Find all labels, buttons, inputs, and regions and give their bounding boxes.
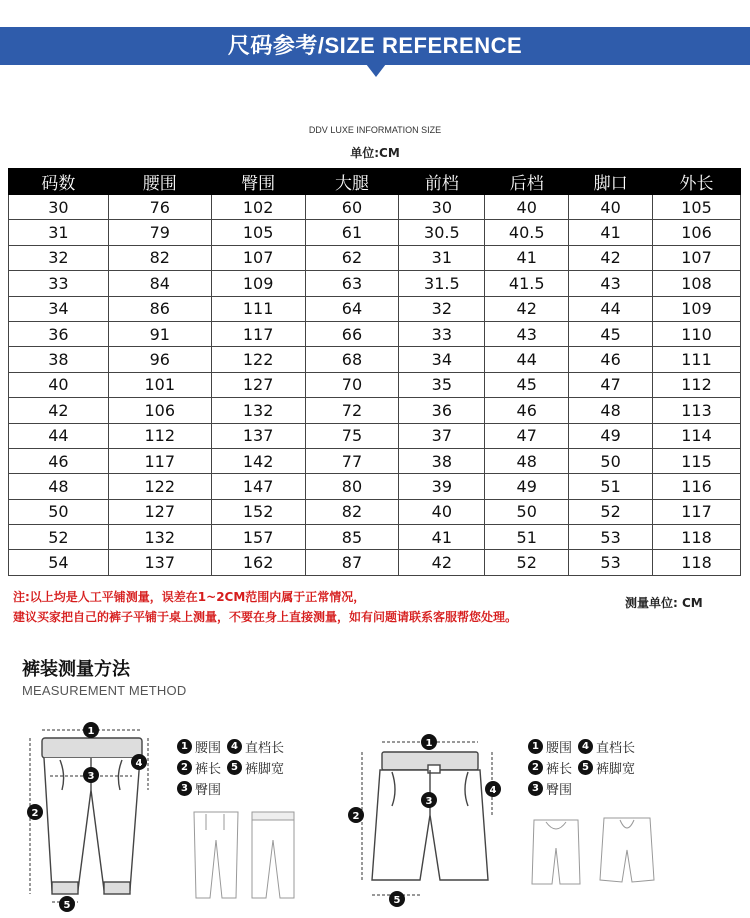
table-cell: 50 [485, 499, 569, 524]
method-subtitle: MEASUREMENT METHOD [22, 683, 187, 698]
measure-unit: 测量单位: CM [625, 596, 703, 610]
table-cell: 132 [211, 398, 305, 423]
table-cell: 33 [399, 321, 485, 346]
table-cell: 87 [305, 550, 399, 575]
table-cell: 109 [211, 271, 305, 296]
table-cell: 79 [108, 220, 211, 245]
table-cell: 112 [653, 372, 741, 397]
table-cell: 111 [211, 296, 305, 321]
table-cell: 118 [653, 525, 741, 550]
table-cell: 127 [108, 499, 211, 524]
table-cell: 68 [305, 347, 399, 372]
table-cell: 53 [569, 525, 653, 550]
table-cell: 109 [653, 296, 741, 321]
svg-text:3: 3 [425, 796, 433, 807]
legend-label: 裤长 [195, 762, 222, 777]
table-cell: 75 [305, 423, 399, 448]
header-cell: 前档 [399, 169, 485, 195]
table-cell: 117 [108, 448, 211, 473]
table-cell: 40.5 [485, 220, 569, 245]
table-cell: 54 [9, 550, 109, 575]
table-cell: 115 [653, 448, 741, 473]
header-cell: 大腿 [305, 169, 399, 195]
number-badge: 5 [227, 760, 242, 775]
table-cell: 42 [485, 296, 569, 321]
table-cell: 34 [399, 347, 485, 372]
table-cell: 137 [211, 423, 305, 448]
table-cell: 116 [653, 474, 741, 499]
table-cell: 114 [653, 423, 741, 448]
table-cell: 85 [305, 525, 399, 550]
table-cell: 63 [305, 271, 399, 296]
table-cell: 41.5 [485, 271, 569, 296]
number-badge: 4 [578, 739, 593, 754]
table-cell: 41 [485, 245, 569, 270]
table-cell: 36 [399, 398, 485, 423]
table-cell: 77 [305, 448, 399, 473]
table-cell: 31 [399, 245, 485, 270]
table-cell: 107 [653, 245, 741, 270]
table-cell: 61 [305, 220, 399, 245]
table-cell: 48 [9, 474, 109, 499]
table-cell: 122 [108, 474, 211, 499]
table-cell: 82 [305, 499, 399, 524]
table-cell: 32 [399, 296, 485, 321]
table-cell: 142 [211, 448, 305, 473]
long-pants-icon [42, 738, 142, 894]
table-cell: 84 [108, 271, 211, 296]
table-cell: 157 [211, 525, 305, 550]
shorts-icon [372, 752, 488, 880]
number-badge: 3 [528, 781, 543, 796]
table-cell: 36 [9, 321, 109, 346]
table-cell: 51 [485, 525, 569, 550]
table-cell: 35 [399, 372, 485, 397]
table-cell: 30 [399, 195, 485, 220]
table-cell: 96 [108, 347, 211, 372]
table-cell: 30 [9, 195, 109, 220]
header-cell: 外长 [653, 169, 741, 195]
table-cell: 40 [399, 499, 485, 524]
pants-sketch-icon [194, 812, 294, 898]
svg-text:4: 4 [135, 758, 143, 769]
svg-text:4: 4 [489, 785, 497, 796]
legend-label: 臀围 [546, 783, 573, 798]
table-cell: 40 [9, 372, 109, 397]
table-cell: 52 [569, 499, 653, 524]
table-cell: 86 [108, 296, 211, 321]
svg-text:3: 3 [87, 771, 95, 782]
table-cell: 72 [305, 398, 399, 423]
table-cell: 49 [485, 474, 569, 499]
table-cell: 66 [305, 321, 399, 346]
table-cell: 82 [108, 245, 211, 270]
table-cell: 50 [9, 499, 109, 524]
number-badge: 4 [227, 739, 242, 754]
table-cell: 43 [485, 321, 569, 346]
table-cell: 107 [211, 245, 305, 270]
table-cell: 105 [211, 220, 305, 245]
svg-text:2: 2 [31, 808, 39, 819]
table-cell: 101 [108, 372, 211, 397]
legend-label: 直档长 [245, 741, 285, 756]
header-cell: 后档 [485, 169, 569, 195]
table-cell: 76 [108, 195, 211, 220]
table-cell: 53 [569, 550, 653, 575]
legend-label: 臀围 [195, 783, 222, 798]
table-cell: 46 [569, 347, 653, 372]
table-cell: 106 [108, 398, 211, 423]
table-cell: 117 [211, 321, 305, 346]
table-cell: 137 [108, 550, 211, 575]
table-cell: 91 [108, 321, 211, 346]
table-cell: 42 [399, 550, 485, 575]
table-cell: 152 [211, 499, 305, 524]
table-cell: 39 [399, 474, 485, 499]
number-badge: 2 [177, 760, 192, 775]
shorts-sketch-icon [532, 818, 654, 884]
method-title: 裤装测量方法 [22, 659, 130, 680]
number-badge: 1 [528, 739, 543, 754]
legend-label: 裤长 [546, 762, 573, 777]
number-badge: 2 [528, 760, 543, 775]
table-cell: 108 [653, 271, 741, 296]
table-cell: 34 [9, 296, 109, 321]
table-cell: 42 [569, 245, 653, 270]
svg-text:2: 2 [352, 811, 360, 822]
table-cell: 62 [305, 245, 399, 270]
svg-text:5: 5 [393, 895, 401, 906]
table-cell: 49 [569, 423, 653, 448]
table-cell: 51 [569, 474, 653, 499]
table-cell: 40 [485, 195, 569, 220]
table-cell: 44 [485, 347, 569, 372]
table-cell: 43 [569, 271, 653, 296]
table-cell: 117 [653, 499, 741, 524]
table-cell: 45 [569, 321, 653, 346]
table-cell: 32 [9, 245, 109, 270]
table-cell: 41 [569, 220, 653, 245]
table-cell: 42 [9, 398, 109, 423]
table-cell: 105 [653, 195, 741, 220]
header-cell: 脚口 [569, 169, 653, 195]
table-cell: 113 [653, 398, 741, 423]
table-cell: 60 [305, 195, 399, 220]
number-badge: 5 [578, 760, 593, 775]
legend-label: 直档长 [596, 741, 636, 756]
table-cell: 102 [211, 195, 305, 220]
table-cell: 41 [399, 525, 485, 550]
table-cell: 106 [653, 220, 741, 245]
table-cell: 132 [108, 525, 211, 550]
table-cell: 64 [305, 296, 399, 321]
table-cell: 50 [569, 448, 653, 473]
table-cell: 30.5 [399, 220, 485, 245]
note-line-2: 建议买家把自己的裤子平铺于桌上测量，不要在身上直接测量，如有问题请联系客服帮您处理。 [13, 610, 518, 624]
table-cell: 46 [485, 398, 569, 423]
number-badge: 3 [177, 781, 192, 796]
legend-label: 裤脚宽 [596, 762, 636, 777]
note-line-1: 注:以上均是人工平铺测量，误差在1~2CM范围内属于正常情况， [13, 590, 366, 604]
table-cell: 80 [305, 474, 399, 499]
table-cell: 47 [485, 423, 569, 448]
table-cell: 52 [9, 525, 109, 550]
svg-text:5: 5 [63, 900, 71, 911]
table-cell: 38 [9, 347, 109, 372]
unit-label: 单位:CM [350, 146, 400, 160]
legend-label: 腰围 [195, 741, 222, 756]
table-cell: 118 [653, 550, 741, 575]
table-cell: 110 [653, 321, 741, 346]
table-cell: 44 [9, 423, 109, 448]
table-cell: 48 [569, 398, 653, 423]
legend-label: 腰围 [546, 741, 573, 756]
svg-text:1: 1 [87, 726, 95, 737]
header-cell: 臀围 [211, 169, 305, 195]
table-cell: 112 [108, 423, 211, 448]
table-cell: 127 [211, 372, 305, 397]
table-cell: 31 [9, 220, 109, 245]
table-cell: 40 [569, 195, 653, 220]
legend-label: 裤脚宽 [245, 762, 285, 777]
svg-text:1: 1 [425, 738, 433, 749]
table-cell: 70 [305, 372, 399, 397]
table-cell: 52 [485, 550, 569, 575]
header-cell: 腰围 [108, 169, 211, 195]
table-cell: 46 [9, 448, 109, 473]
table-cell: 111 [653, 347, 741, 372]
number-badge: 1 [177, 739, 192, 754]
header-cell: 码数 [9, 169, 109, 195]
table-cell: 37 [399, 423, 485, 448]
table-cell: 38 [399, 448, 485, 473]
table-cell: 48 [485, 448, 569, 473]
page-title: 尺码参考/SIZE REFERENCE [227, 33, 523, 58]
table-cell: 147 [211, 474, 305, 499]
table-cell: 45 [485, 372, 569, 397]
info-subtitle: DDV LUXE INFORMATION SIZE [308, 125, 442, 135]
table-cell: 33 [9, 271, 109, 296]
table-cell: 122 [211, 347, 305, 372]
table-cell: 47 [569, 372, 653, 397]
table-cell: 162 [211, 550, 305, 575]
table-cell: 31.5 [399, 271, 485, 296]
table-cell: 44 [569, 296, 653, 321]
